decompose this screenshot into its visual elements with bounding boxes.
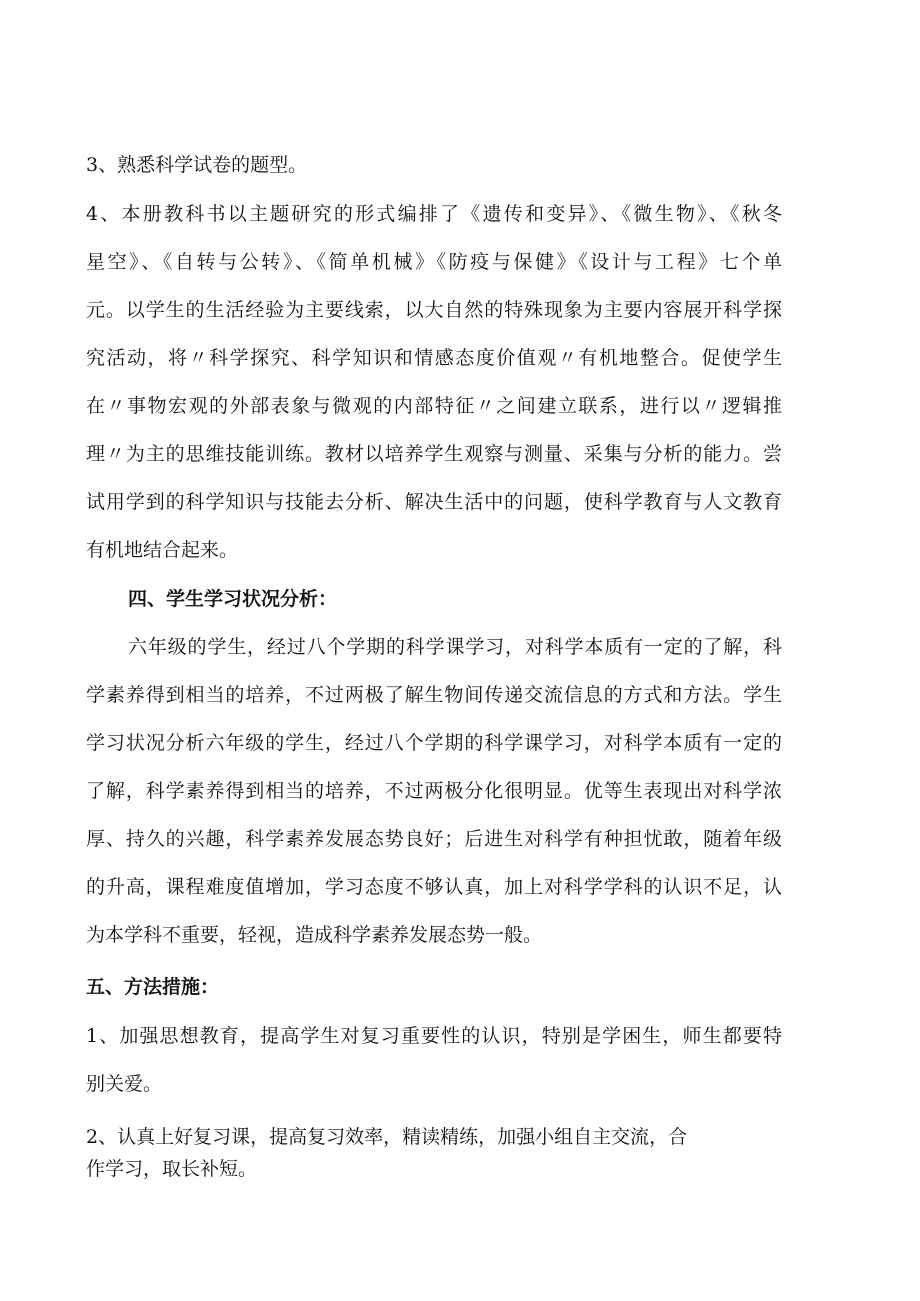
section-5-heading: 五、方法措施：	[86, 976, 220, 998]
item-4-line-1: 4、本册教科书以主题研究的形式编排了《遗传和变异》、《微生物》、《秋冬	[86, 203, 782, 225]
item-4-line-2: 星空》、《自转与公转》、《简单机械》《防疫与保健》《设计与工程》七个单	[86, 251, 782, 273]
section-5-item-1-line-2: 别关爱。	[86, 1073, 163, 1095]
section-4-line-5: 厚、持久的兴趣，科学素养发展态势良好；后进生对科学有种担忧敢，随着年级	[86, 828, 782, 850]
item-4-line-7: 试用学到的科学知识与技能去分析、解决生活中的问题，使科学教育与人文教育	[86, 491, 782, 513]
section-5-item-1-line-1: 1、加强思想教育，提高学生对复习重要性的认识，特别是学困生，师生都要特	[86, 1025, 782, 1047]
section-4-line-2: 学素养得到相当的培养，不过两极了解生物间传递交流信息的方式和方法。学生	[86, 684, 782, 706]
section-4-heading: 四、学生学习状况分析：	[128, 588, 338, 610]
item-4-line-6: 理〃为主的思维技能训练。教材以培养学生观察与测量、采集与分析的能力。尝	[86, 443, 782, 465]
item-4-line-8: 有机地结合起来。	[86, 539, 239, 561]
section-4-line-7: 为本学科不重要，轻视，造成科学素养发展态势一般。	[86, 924, 543, 946]
section-5-item-2-line-1: 2、认真上好复习课，提高复习效率，精读精练，加强小组自主交流，合	[86, 1126, 688, 1148]
item-3: 3、熟悉科学试卷的题型。	[86, 154, 308, 176]
section-4-line-6: 的升高，课程难度值增加，学习态度不够认真，加上对科学学科的认识不足，认	[86, 876, 782, 898]
item-4-line-4: 究活动，将〃科学探究、科学知识和情感态度价值观〃有机地整合。促使学生	[86, 347, 782, 369]
section-5-item-2-line-2: 作学习，取长补短。	[86, 1158, 258, 1180]
section-4-line-3: 学习状况分析六年级的学生，经过八个学期的科学课学习，对科学本质有一定的	[86, 732, 782, 754]
item-4-line-5: 在〃事物宏观的外部表象与微观的内部特征〃之间建立联系，进行以〃逻辑推	[86, 395, 782, 417]
item-4-line-3: 元。以学生的生活经验为主要线索，以大自然的特殊现象为主要内容展开科学探	[86, 299, 782, 321]
section-4-line-1: 六年级的学生，经过八个学期的科学课学习，对科学本质有一定的了解，科	[128, 636, 782, 658]
section-4-line-4: 了解，科学素养得到相当的培养，不过两极分化很明显。优等生表现出对科学浓	[86, 780, 782, 802]
